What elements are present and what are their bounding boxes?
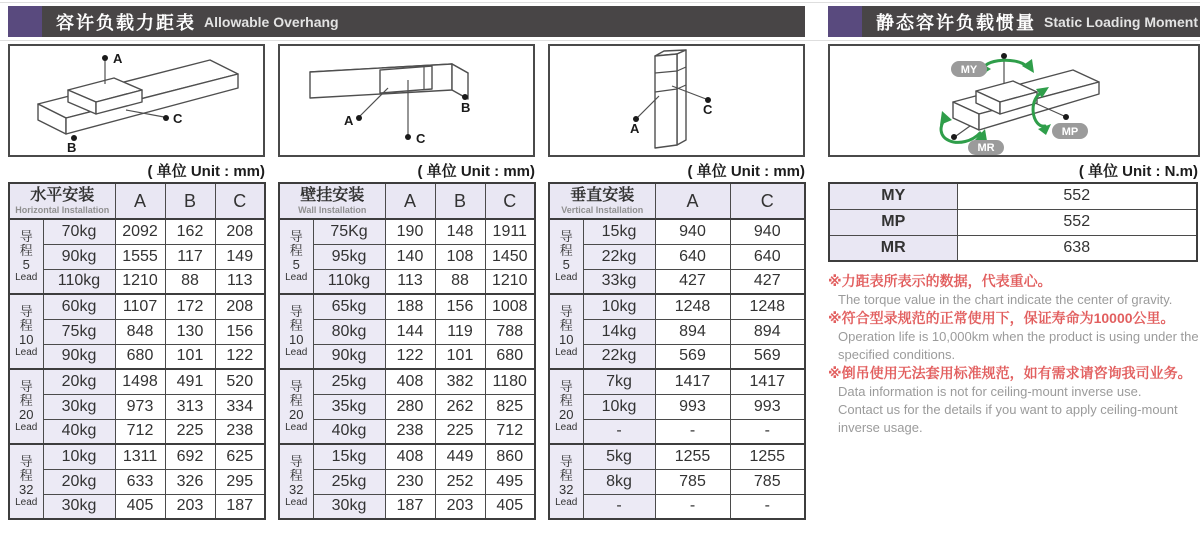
value-cell: 860 <box>485 444 535 469</box>
load-cell: 10kg <box>583 394 655 419</box>
load-cell: 75Kg <box>313 219 385 244</box>
svg-text:C: C <box>173 111 183 126</box>
value-cell: 149 <box>215 244 265 269</box>
load-cell: 14kg <box>583 319 655 344</box>
horizontal-mount-diagram <box>8 44 265 157</box>
table-row <box>549 469 805 494</box>
table-row <box>829 235 1197 261</box>
table-row <box>549 344 805 369</box>
moment-axes-sketch-icon <box>830 46 1198 155</box>
value-cell: 1210 <box>115 269 165 294</box>
table-row <box>9 394 265 419</box>
value-cell: 2092 <box>115 219 165 244</box>
value-cell: 113 <box>215 269 265 294</box>
value-cell: 625 <box>215 444 265 469</box>
value-cell: 520 <box>215 369 265 394</box>
value-cell: 156 <box>215 319 265 344</box>
value-cell: - <box>655 494 730 519</box>
table-row <box>279 294 535 319</box>
load-cell: 7kg <box>583 369 655 394</box>
overhang-table <box>8 182 266 520</box>
table-row <box>279 244 535 269</box>
value-cell: 1450 <box>485 244 535 269</box>
lead-cell: 导 程 10 Lead <box>9 294 43 369</box>
value-cell: 101 <box>435 344 485 369</box>
column-header: B <box>435 183 485 219</box>
value-cell: 680 <box>485 344 535 369</box>
table-row <box>9 469 265 494</box>
horizontal-table-container <box>8 182 265 520</box>
value-cell: 1210 <box>485 269 535 294</box>
column-header: B <box>165 183 215 219</box>
load-cell: 25kg <box>313 369 385 394</box>
load-cell: 35kg <box>313 394 385 419</box>
value-cell: 187 <box>385 494 435 519</box>
note-en: Contact us for the details if you want to apply ceiling-mount inverse usage. <box>838 402 1178 435</box>
value-cell: 894 <box>730 319 805 344</box>
load-cell: 15kg <box>313 444 385 469</box>
value-cell: - <box>730 419 805 444</box>
table-row <box>9 344 265 369</box>
top-divider <box>0 2 1200 3</box>
load-cell: 90kg <box>43 244 115 269</box>
lead-cell: 导 程 20 Lead <box>549 369 583 444</box>
table-row <box>9 369 265 394</box>
svg-text:MY: MY <box>960 64 978 76</box>
value-cell: 785 <box>655 469 730 494</box>
value-cell: 262 <box>435 394 485 419</box>
table-row <box>549 219 805 244</box>
value-cell: 633 <box>115 469 165 494</box>
value-cell: 1911 <box>485 219 535 244</box>
table-row <box>279 344 535 369</box>
section-title-zh: 静态容许负载惯量 <box>876 12 1036 33</box>
svg-text:B: B <box>67 140 77 155</box>
section-title-en: Static Loading Moment <box>1044 13 1198 30</box>
load-cell: 33kg <box>583 269 655 294</box>
wall-mount-diagram <box>278 44 535 157</box>
svg-text:A: A <box>113 51 123 66</box>
value-cell: 848 <box>115 319 165 344</box>
value-cell: 88 <box>165 269 215 294</box>
svg-text:MR: MR <box>977 142 995 154</box>
table-row <box>279 419 535 444</box>
value-cell: 326 <box>165 469 215 494</box>
load-cell: 70kg <box>43 219 115 244</box>
load-cell: 20kg <box>43 469 115 494</box>
value-cell: 408 <box>385 444 435 469</box>
note-zh: ※倒吊使用无法套用标准规范，如有需求请咨询我司业务。 <box>828 365 1192 381</box>
value-cell: 190 <box>385 219 435 244</box>
svg-text:A: A <box>630 121 640 136</box>
value-cell: 940 <box>730 219 805 244</box>
notes-block <box>828 272 1200 437</box>
table-row <box>9 319 265 344</box>
unit-label-nm: ( 单位 Unit : N.m) <box>1078 163 1198 180</box>
load-cell: 40kg <box>313 419 385 444</box>
vertical-mount-sketch-icon <box>550 46 803 155</box>
moment-value: 638 <box>957 235 1197 261</box>
svg-text:A: A <box>344 113 354 128</box>
value-cell: 491 <box>165 369 215 394</box>
value-cell: 1255 <box>655 444 730 469</box>
value-cell: 427 <box>730 269 805 294</box>
table-row <box>279 394 535 419</box>
header-row <box>279 183 535 219</box>
section-title-zh: 容许负载力距表 <box>56 12 196 33</box>
value-cell: 130 <box>165 319 215 344</box>
note-en: The torque value in the chart indicate the center of gravity. <box>838 292 1173 307</box>
table-row <box>279 219 535 244</box>
value-cell: - <box>730 494 805 519</box>
overhang-table <box>548 182 806 520</box>
load-cell: - <box>583 494 655 519</box>
column-header: C <box>485 183 535 219</box>
value-cell: 1248 <box>730 294 805 319</box>
value-cell: 187 <box>215 494 265 519</box>
moment-axes-diagram <box>828 44 1200 157</box>
column-header: A <box>385 183 435 219</box>
load-cell: 65kg <box>313 294 385 319</box>
value-cell: 122 <box>385 344 435 369</box>
table-row <box>279 469 535 494</box>
lead-cell: 导 程 20 Lead <box>279 369 313 444</box>
lead-cell: 导 程 32 Lead <box>9 444 43 519</box>
value-cell: 640 <box>730 244 805 269</box>
header-divider <box>0 40 1200 41</box>
value-cell: 230 <box>385 469 435 494</box>
svg-text:C: C <box>416 131 426 146</box>
section-header-overhang <box>8 6 805 37</box>
table-row <box>9 444 265 469</box>
value-cell: 825 <box>485 394 535 419</box>
value-cell: 495 <box>485 469 535 494</box>
value-cell: 119 <box>435 319 485 344</box>
value-cell: 225 <box>165 419 215 444</box>
value-cell: 313 <box>165 394 215 419</box>
horizontal-mount-sketch-icon <box>10 46 263 155</box>
lead-cell: 导 程 32 Lead <box>549 444 583 519</box>
table-row <box>9 419 265 444</box>
moment-value: 552 <box>957 183 1197 209</box>
load-cell: 22kg <box>583 344 655 369</box>
table-row <box>279 494 535 519</box>
value-cell: 1107 <box>115 294 165 319</box>
value-cell: - <box>655 419 730 444</box>
lead-cell: 导 程 5 Lead <box>549 219 583 294</box>
unit-label-mm: ( 单位 Unit : mm) <box>147 163 265 180</box>
value-cell: 252 <box>435 469 485 494</box>
value-cell: 993 <box>655 394 730 419</box>
moment-label: MY <box>829 183 957 209</box>
unit-label-mm: ( 单位 Unit : mm) <box>417 163 535 180</box>
value-cell: 238 <box>215 419 265 444</box>
load-cell: 20kg <box>43 369 115 394</box>
column-header: A <box>655 183 730 219</box>
value-cell: 1180 <box>485 369 535 394</box>
value-cell: 785 <box>730 469 805 494</box>
value-cell: 569 <box>655 344 730 369</box>
load-cell: 75kg <box>43 319 115 344</box>
value-cell: 162 <box>165 219 215 244</box>
value-cell: 408 <box>385 369 435 394</box>
lead-cell: 导 程 20 Lead <box>9 369 43 444</box>
load-cell: 22kg <box>583 244 655 269</box>
value-cell: 405 <box>115 494 165 519</box>
table-row <box>829 183 1197 209</box>
load-cell: 95kg <box>313 244 385 269</box>
vertical-table-container <box>548 182 805 520</box>
value-cell: 973 <box>115 394 165 419</box>
value-cell: 680 <box>115 344 165 369</box>
value-cell: 188 <box>385 294 435 319</box>
accent-square <box>828 6 862 37</box>
table-row <box>549 294 805 319</box>
table-row <box>549 494 805 519</box>
load-cell: 110kg <box>313 269 385 294</box>
value-cell: 108 <box>435 244 485 269</box>
lead-cell: 导 程 10 Lead <box>549 294 583 369</box>
value-cell: 449 <box>435 444 485 469</box>
value-cell: 1008 <box>485 294 535 319</box>
table-row <box>279 269 535 294</box>
value-cell: 113 <box>385 269 435 294</box>
vertical-mount-diagram <box>548 44 805 157</box>
unit-label-mm: ( 单位 Unit : mm) <box>687 163 805 180</box>
moment-label: MR <box>829 235 957 261</box>
value-cell: 225 <box>435 419 485 444</box>
note-en: Operation life is 10,000km when the product is using under the specified conditions. <box>838 329 1199 362</box>
value-cell: 203 <box>165 494 215 519</box>
lead-cell: 导 程 5 Lead <box>279 219 313 294</box>
value-cell: 122 <box>215 344 265 369</box>
value-cell: 640 <box>655 244 730 269</box>
load-cell: 8kg <box>583 469 655 494</box>
value-cell: 144 <box>385 319 435 344</box>
value-cell: 427 <box>655 269 730 294</box>
load-cell: 30kg <box>43 494 115 519</box>
load-cell: 5kg <box>583 444 655 469</box>
load-cell: 90kg <box>313 344 385 369</box>
value-cell: 1417 <box>655 369 730 394</box>
svg-text:C: C <box>703 102 713 117</box>
table-row <box>549 244 805 269</box>
section-header-moment <box>828 6 1200 37</box>
value-cell: 1255 <box>730 444 805 469</box>
overhang-table <box>278 182 536 520</box>
value-cell: 208 <box>215 219 265 244</box>
table-title: 壁挂安装 Wall Installation <box>279 183 385 219</box>
load-cell: - <box>583 419 655 444</box>
value-cell: 712 <box>485 419 535 444</box>
note-zh: ※符合型录规范的正常使用下，保证寿命为10000公里。 <box>828 310 1175 326</box>
moment-label: MP <box>829 209 957 235</box>
table-row <box>9 269 265 294</box>
load-cell: 25kg <box>313 469 385 494</box>
table-row <box>549 444 805 469</box>
value-cell: 1417 <box>730 369 805 394</box>
value-cell: 334 <box>215 394 265 419</box>
load-cell: 15kg <box>583 219 655 244</box>
table-row <box>549 269 805 294</box>
table-row <box>279 319 535 344</box>
table-row <box>549 319 805 344</box>
table-row <box>9 244 265 269</box>
value-cell: 156 <box>435 294 485 319</box>
section-title-en: Allowable Overhang <box>204 13 339 30</box>
value-cell: 894 <box>655 319 730 344</box>
table-row <box>549 419 805 444</box>
value-cell: 1311 <box>115 444 165 469</box>
value-cell: 1498 <box>115 369 165 394</box>
value-cell: 940 <box>655 219 730 244</box>
value-cell: 712 <box>115 419 165 444</box>
wall-mount-sketch-icon <box>280 46 533 155</box>
load-cell: 60kg <box>43 294 115 319</box>
value-cell: 788 <box>485 319 535 344</box>
moment-table <box>828 182 1198 262</box>
moment-value: 552 <box>957 209 1197 235</box>
load-cell: 90kg <box>43 344 115 369</box>
table-row <box>9 219 265 244</box>
load-cell: 80kg <box>313 319 385 344</box>
value-cell: 203 <box>435 494 485 519</box>
lead-cell: 导 程 32 Lead <box>279 444 313 519</box>
value-cell: 208 <box>215 294 265 319</box>
load-cell: 10kg <box>43 444 115 469</box>
value-cell: 117 <box>165 244 215 269</box>
value-cell: 569 <box>730 344 805 369</box>
value-cell: 692 <box>165 444 215 469</box>
lead-cell: 导 程 10 Lead <box>279 294 313 369</box>
value-cell: 993 <box>730 394 805 419</box>
header-row <box>549 183 805 219</box>
note-en: Data information is not for ceiling-mount inverse use. <box>838 384 1142 399</box>
value-cell: 1248 <box>655 294 730 319</box>
accent-square <box>8 6 42 37</box>
value-cell: 1555 <box>115 244 165 269</box>
value-cell: 405 <box>485 494 535 519</box>
load-cell: 40kg <box>43 419 115 444</box>
value-cell: 280 <box>385 394 435 419</box>
wall-table-container <box>278 182 535 520</box>
table-title: 垂直安装 Vertical Installation <box>549 183 655 219</box>
load-cell: 30kg <box>313 494 385 519</box>
table-row <box>9 494 265 519</box>
value-cell: 172 <box>165 294 215 319</box>
table-row <box>279 444 535 469</box>
svg-text:B: B <box>461 100 471 115</box>
svg-text:MP: MP <box>1061 126 1079 138</box>
column-header: A <box>115 183 165 219</box>
value-cell: 295 <box>215 469 265 494</box>
note-zh: ※力距表所表示的数据，代表重心。 <box>828 273 1052 289</box>
table-row <box>829 209 1197 235</box>
table-row <box>279 369 535 394</box>
value-cell: 101 <box>165 344 215 369</box>
load-cell: 110kg <box>43 269 115 294</box>
table-row <box>9 294 265 319</box>
lead-cell: 导 程 5 Lead <box>9 219 43 294</box>
value-cell: 140 <box>385 244 435 269</box>
table-row <box>549 394 805 419</box>
value-cell: 382 <box>435 369 485 394</box>
load-cell: 30kg <box>43 394 115 419</box>
value-cell: 238 <box>385 419 435 444</box>
load-cell: 10kg <box>583 294 655 319</box>
value-cell: 148 <box>435 219 485 244</box>
table-row <box>549 369 805 394</box>
value-cell: 88 <box>435 269 485 294</box>
table-title: 水平安装 Horizontal Installation <box>9 183 115 219</box>
header-row <box>9 183 265 219</box>
column-header: C <box>215 183 265 219</box>
column-header: C <box>730 183 805 219</box>
